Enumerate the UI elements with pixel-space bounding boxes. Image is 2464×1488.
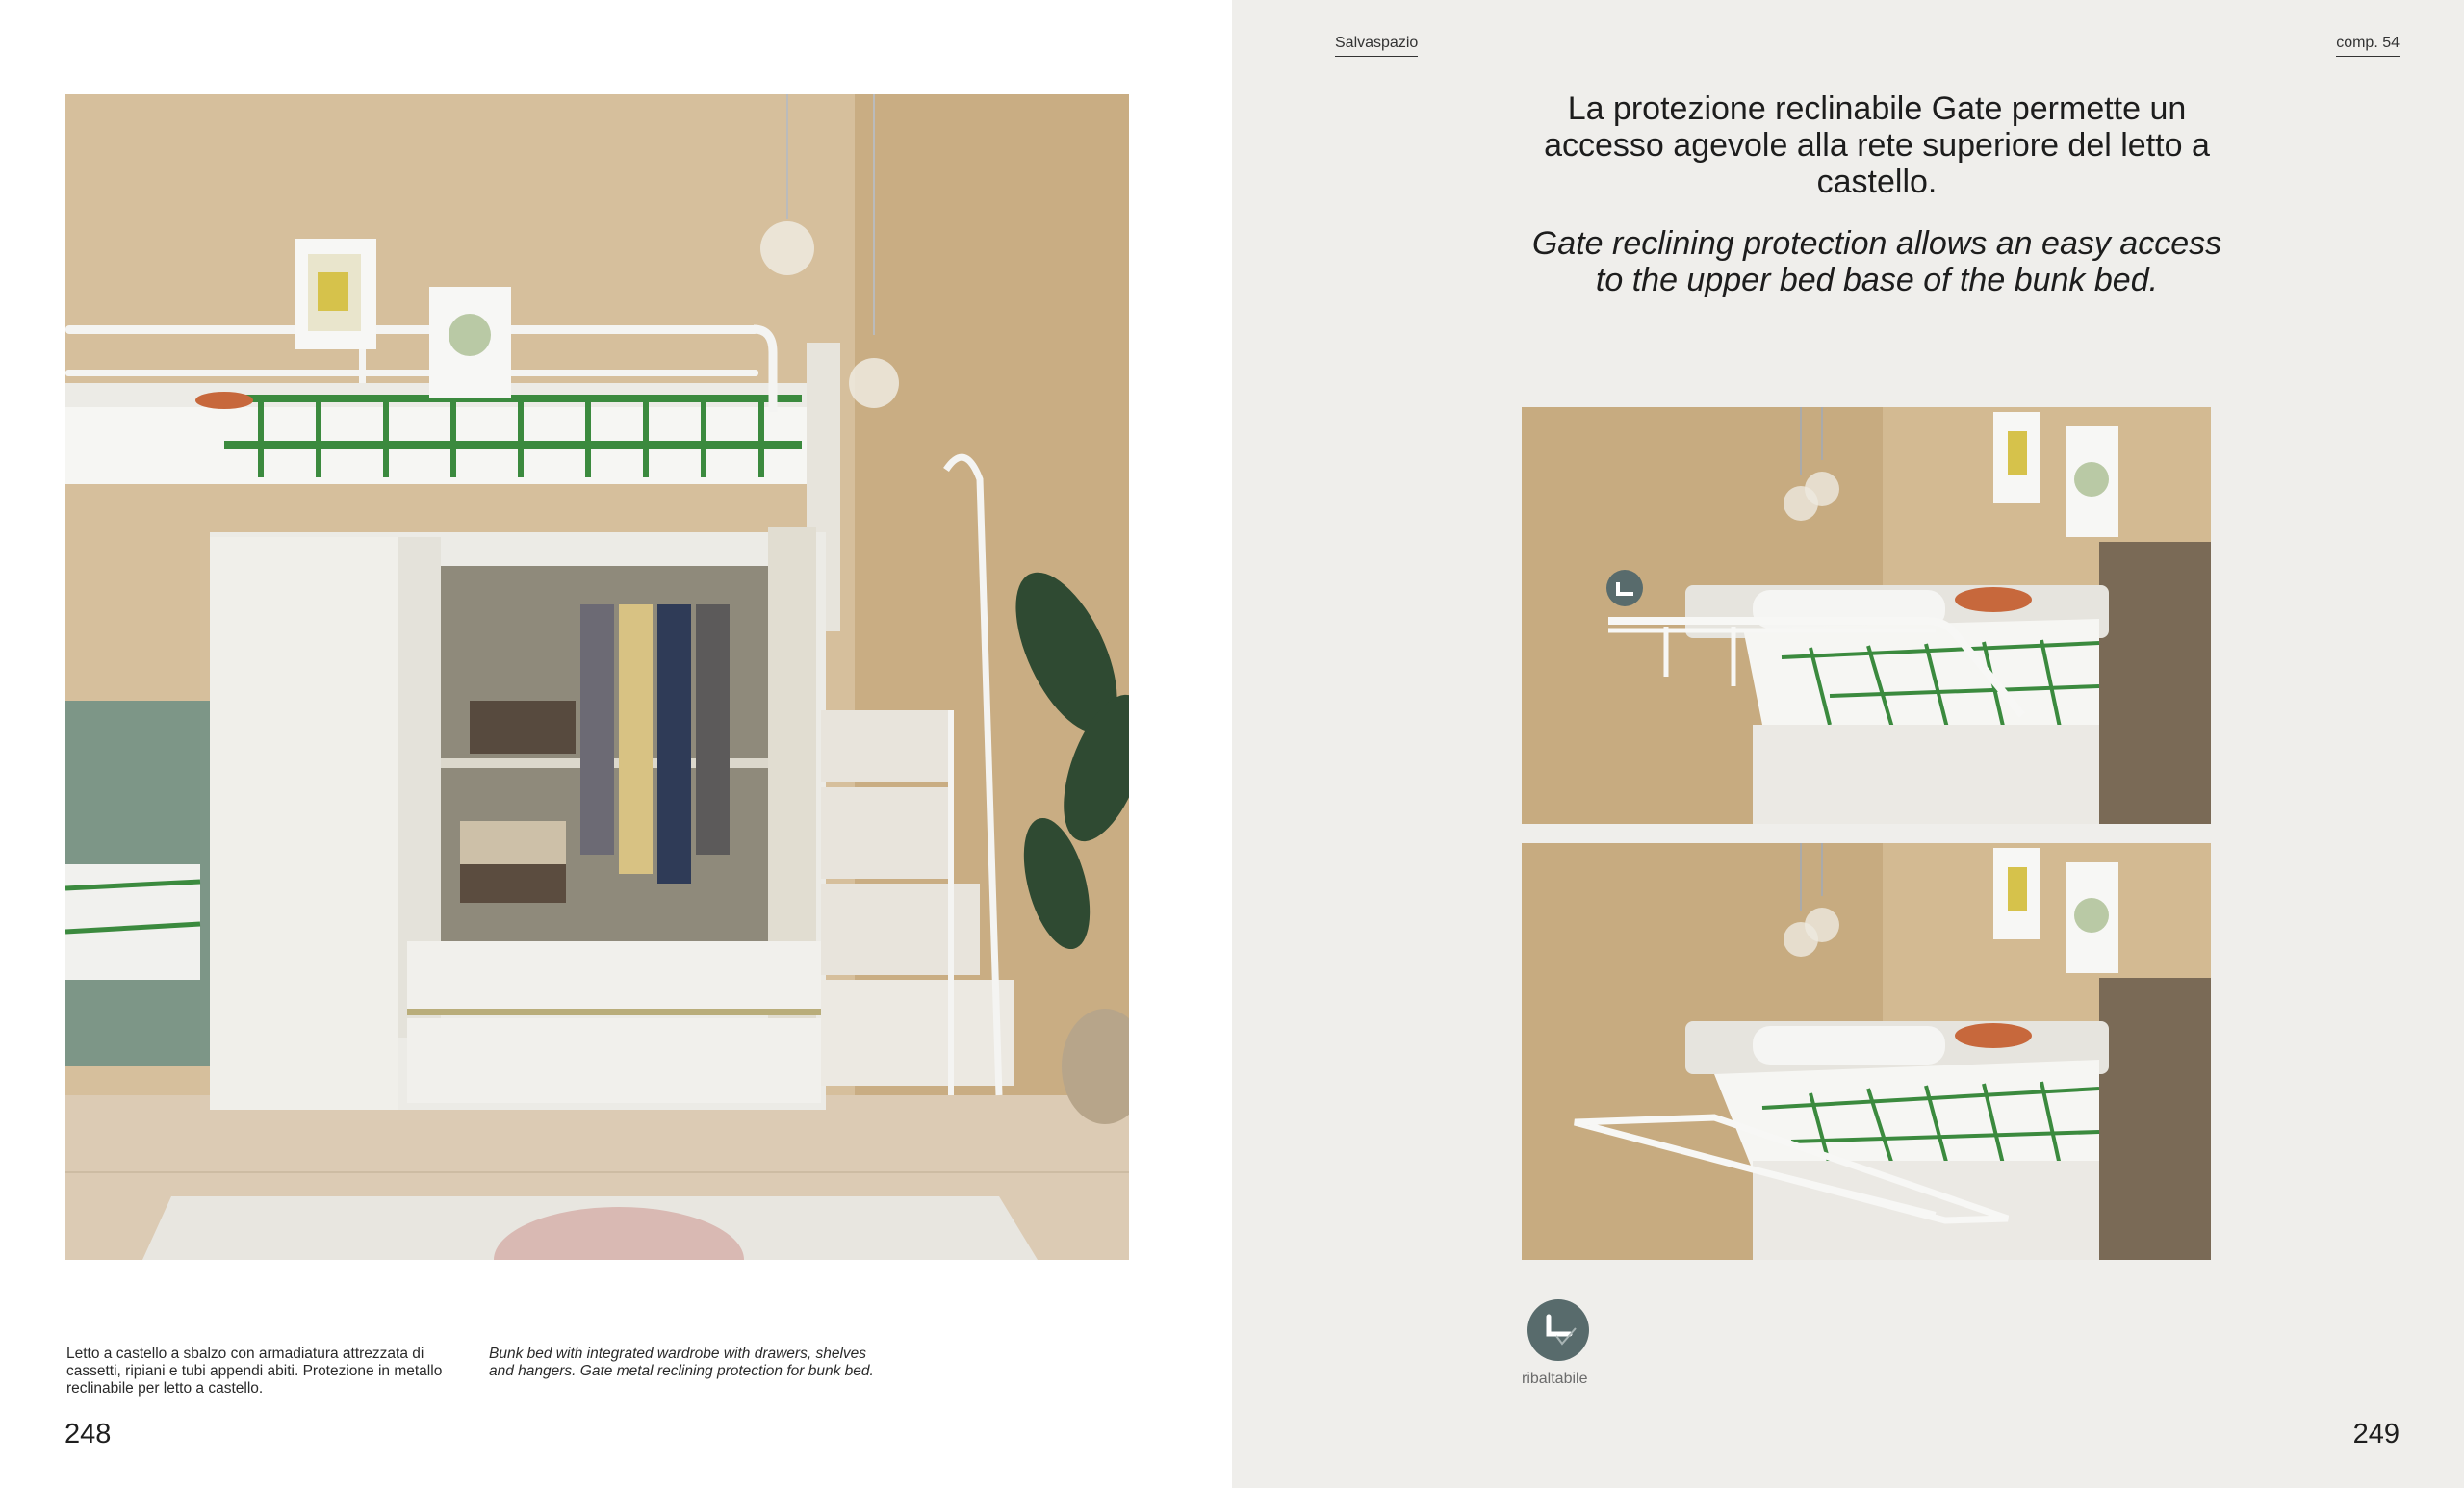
headline-italian: La protezione reclinabile Gate permette un accesso agevole alla rete superiore del letto a castello. bbox=[1544, 90, 2210, 200]
feature-label: ribaltabile bbox=[1522, 1371, 1588, 1387]
gate-closed-photo bbox=[1522, 407, 2211, 824]
headline-english: Gate reclining protection allows an easy access to the upper bed base of the bunk bed. bbox=[1531, 225, 2222, 298]
reclining-gate-icon bbox=[1527, 1299, 1589, 1361]
composition-link[interactable]: comp. 54 bbox=[2336, 35, 2400, 57]
caption-italian: Letto a castello a sbalzo con armadiatura attrezzata di cassetti, ripiani e tubi appendi abiti. Protezione in metallo reclinabile per letto a castello. bbox=[66, 1346, 443, 1397]
page-number-right: 249 bbox=[2352, 1419, 2400, 1450]
gate-overlay-icon bbox=[1606, 570, 1643, 606]
bunk-bed-photo bbox=[65, 94, 1129, 1260]
page-number-left: 248 bbox=[64, 1419, 112, 1450]
section-link[interactable]: Salvaspazio bbox=[1335, 35, 1418, 57]
caption-english: Bunk bed with integrated wardrobe with drawers, shelves and hangers. Gate metal reclining protection for bunk bed. bbox=[489, 1346, 874, 1379]
gate-reclined-photo bbox=[1522, 843, 2211, 1260]
